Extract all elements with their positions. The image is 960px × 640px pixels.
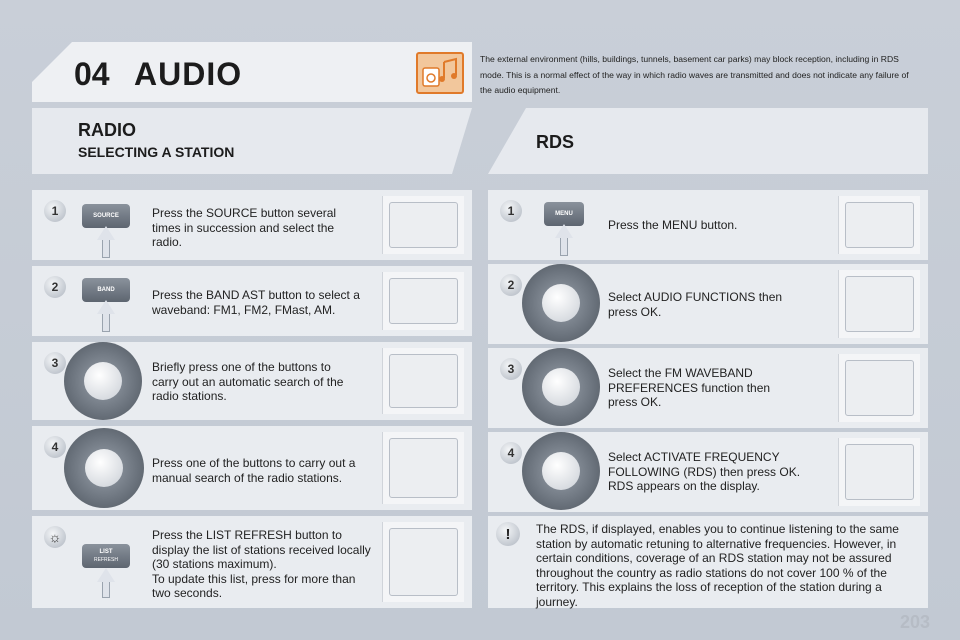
- rds-warning-text: The RDS, if displayed, enables you to continue listening to the same station by automatic retuning to alternative frequencies. However, in certain conditions, coverage of an RDS station may not be assured throughout the country as radio stations do not cover 100 % of the territory. This explains the loss of reception of the station during a journey.: [536, 522, 899, 609]
- menu-button-illustration: MENU: [544, 202, 584, 226]
- reception-note: The external environment (hills, buildings, tunnels, basement car parks) may block reception, including in RDS mode. This is a normal effect of the way in which radio waves are transmitted and does not indicate any failure of the audio equipment.: [480, 54, 909, 95]
- radio-step-1: [32, 190, 472, 260]
- step-text: Briefly press one of the buttons to carry out an automatic search of the radio stations.: [152, 360, 344, 403]
- rds-step-4: [488, 432, 928, 512]
- rds-step-2: [488, 264, 928, 344]
- step-number: 4: [44, 436, 66, 458]
- radio-panel-illustration: [382, 196, 464, 254]
- arrow-up-icon: [97, 300, 115, 314]
- arrow-up-icon: [555, 224, 573, 238]
- rds-warning-panel: [488, 516, 928, 608]
- radio-panel-illustration: [382, 348, 464, 414]
- step-number: 2: [500, 274, 522, 296]
- step-number: 1: [44, 200, 66, 222]
- step-text: Press the LIST REFRESH button to display the list of stations received locally (30 stations maximum). To update this list, press for more than two seconds.: [152, 528, 371, 600]
- radio-panel-illustration: [382, 432, 464, 504]
- navigation-dial-illustration: [64, 342, 142, 420]
- chapter-number: 04: [74, 56, 110, 92]
- source-button-illustration: SOURCE: [82, 204, 130, 228]
- list-refresh-button-illustration: [82, 544, 130, 568]
- radio-section-band: [32, 108, 472, 174]
- tip-sun-icon: ☼: [44, 526, 66, 548]
- arrow-up-icon: [97, 226, 115, 240]
- step-number: 4: [500, 442, 522, 464]
- list-label: LIST: [99, 549, 113, 555]
- step-text: Press the BAND AST button to select a waveband: FM1, FM2, FMast, AM.: [152, 288, 360, 317]
- radio-panel-illustration: [382, 272, 464, 330]
- navigation-dial-illustration: [64, 428, 144, 508]
- rds-step-3: [488, 348, 928, 428]
- radio-tip-list-refresh: [32, 516, 472, 608]
- radio-panel-illustration: [382, 522, 464, 602]
- rds-heading: RDS: [536, 132, 575, 152]
- step-text: Select ACTIVATE FREQUENCY FOLLOWING (RDS) then press OK. RDS appears on the display.: [608, 450, 801, 493]
- step-text: Press one of the buttons to carry out a manual search of the radio stations.: [152, 456, 356, 485]
- step-text: Press the SOURCE button several times in succession and select the radio.: [152, 206, 337, 249]
- band-button-illustration: BAND: [82, 278, 130, 302]
- step-number: 3: [500, 358, 522, 380]
- radio-subheading: SELECTING A STATION: [78, 144, 235, 160]
- step-text: Select AUDIO FUNCTIONS then press OK.: [608, 290, 783, 319]
- navigation-dial-illustration: [522, 264, 600, 342]
- step-text: Select the FM WAVEBAND PREFERENCES function then press OK.: [608, 366, 771, 409]
- radio-panel-illustration: [838, 438, 920, 506]
- step-number: 2: [44, 276, 66, 298]
- radio-panel-illustration: [838, 354, 920, 422]
- refresh-label: REFRESH: [94, 557, 118, 563]
- warning-exclamation-icon: !: [496, 522, 520, 546]
- step-text: Press the MENU button.: [608, 218, 738, 232]
- step-number: 1: [500, 200, 522, 222]
- radio-panel-illustration: [838, 196, 920, 254]
- arrow-up-icon: [97, 568, 115, 582]
- arrow-stem: [102, 240, 110, 258]
- step-number: 3: [44, 352, 66, 374]
- audio-music-icon: [416, 52, 464, 94]
- chapter-title: AUDIO: [134, 56, 243, 92]
- rds-step-1: [488, 190, 928, 260]
- arrow-stem: [560, 238, 568, 256]
- radio-step-4: [32, 426, 472, 510]
- navigation-dial-illustration: [522, 432, 600, 510]
- radio-step-3: [32, 342, 472, 420]
- arrow-stem: [102, 314, 110, 332]
- arrow-stem: [102, 582, 110, 598]
- radio-heading: RADIO: [78, 120, 136, 140]
- navigation-dial-illustration: [522, 348, 600, 426]
- radio-panel-illustration: [838, 270, 920, 338]
- radio-step-2: [32, 266, 472, 336]
- page-number: 203: [899, 612, 930, 632]
